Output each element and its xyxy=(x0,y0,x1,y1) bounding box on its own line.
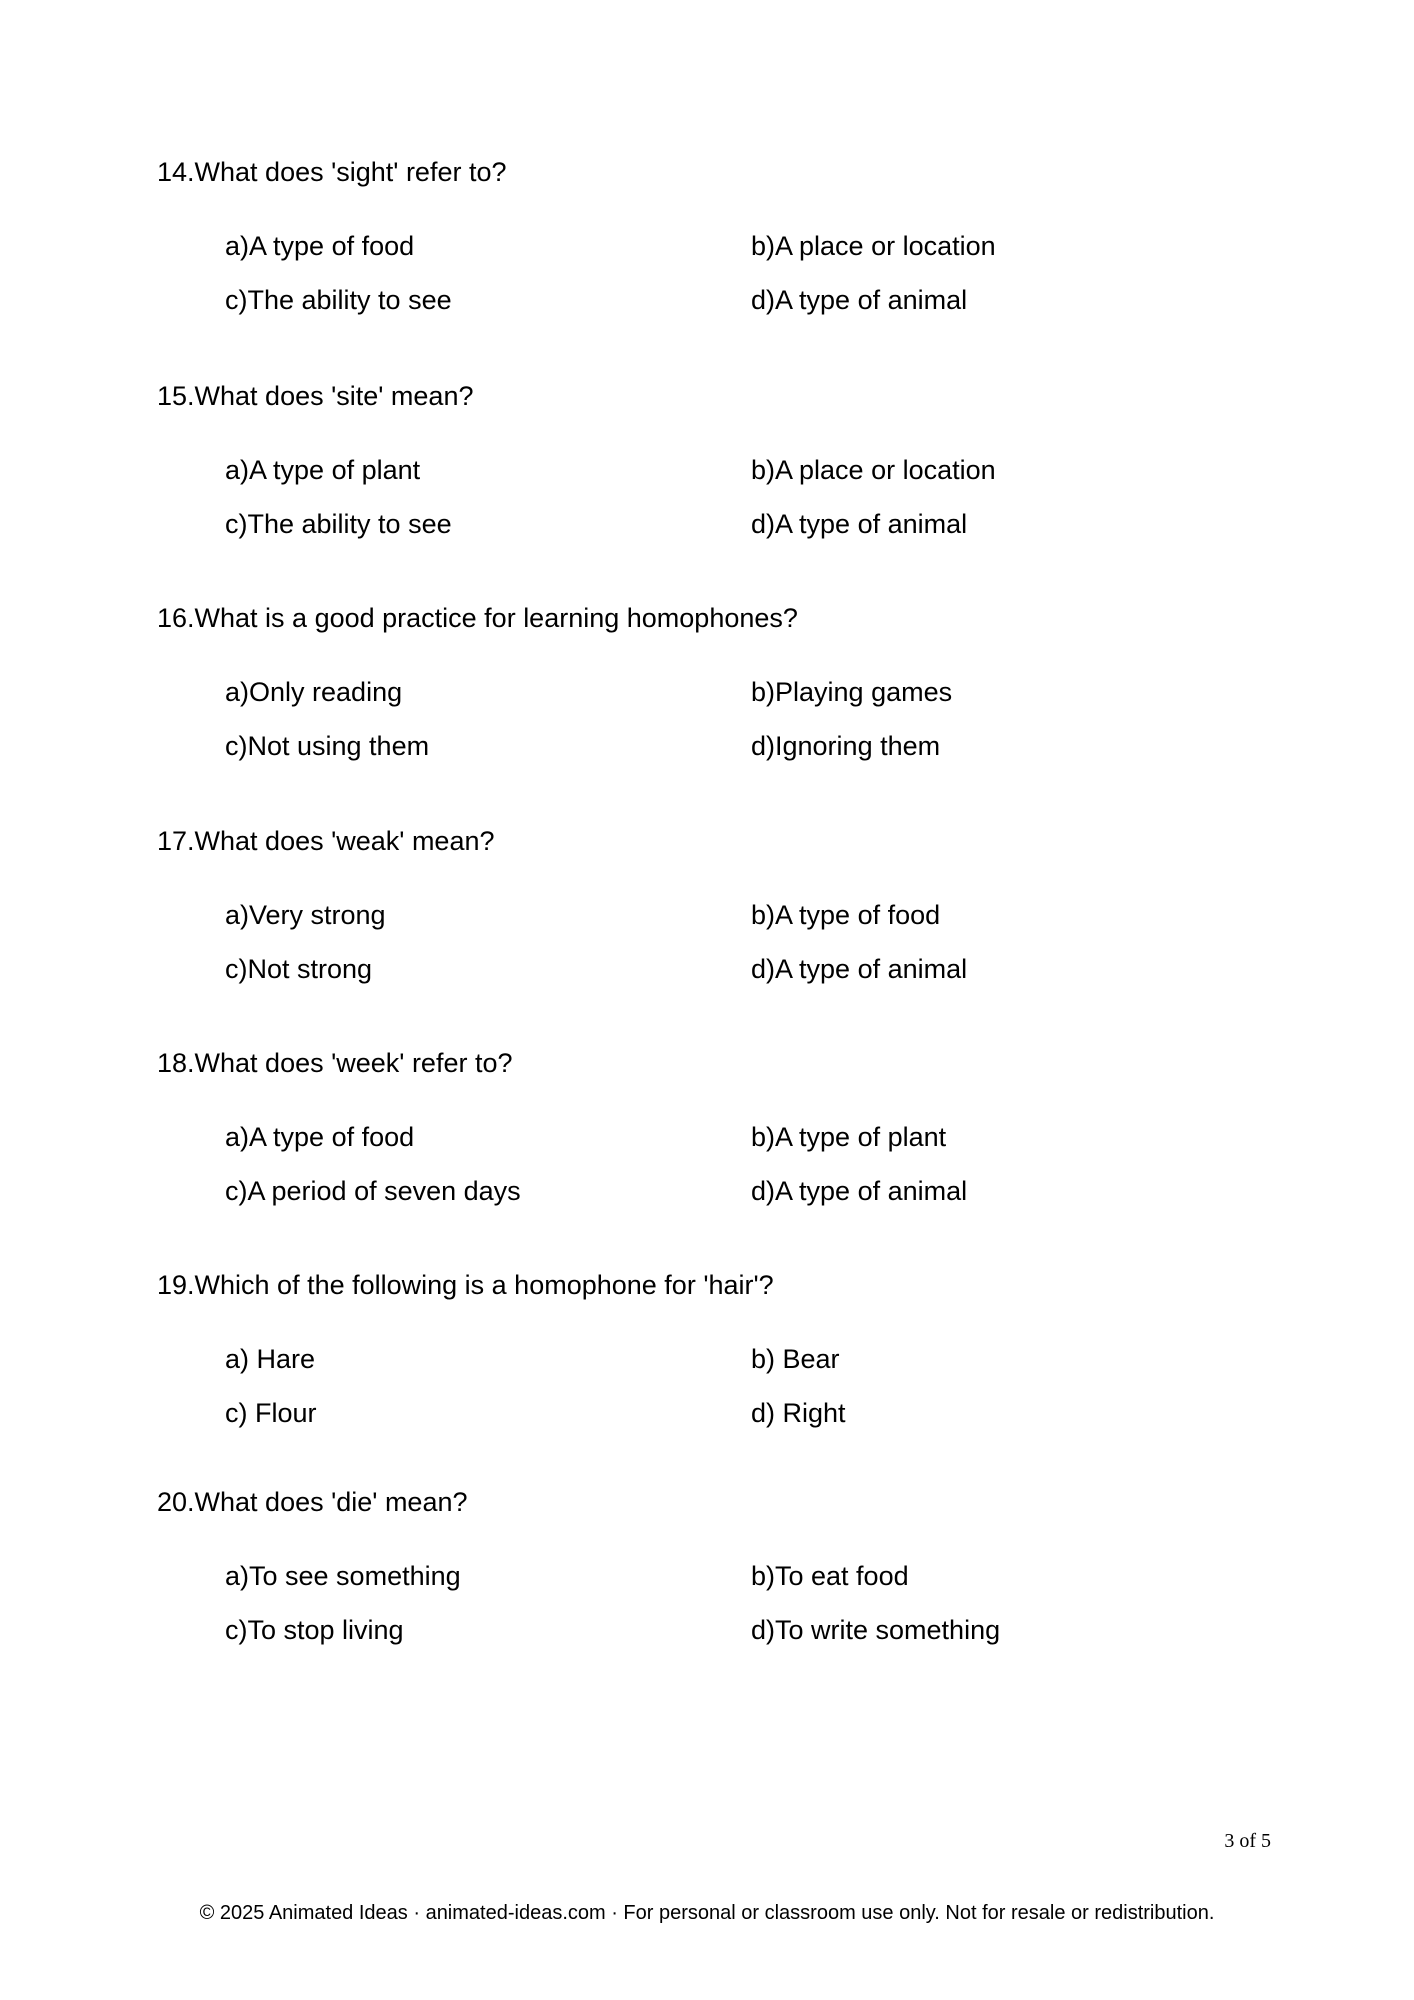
option-c: c)A period of seven days xyxy=(225,1176,521,1206)
question-18 xyxy=(0,1050,1414,1250)
option-a: a)A type of food xyxy=(225,1122,415,1152)
option-d: d)A type of animal xyxy=(751,285,968,315)
option-c: c)The ability to see xyxy=(225,285,452,315)
option-c: c)Not using them xyxy=(225,731,430,761)
page-number: 3 of 5 xyxy=(1224,1830,1271,1852)
option-c: c)The ability to see xyxy=(225,509,452,539)
option-b: b)A place or location xyxy=(751,455,996,485)
question-15 xyxy=(0,383,1414,583)
option-b: b)To eat food xyxy=(751,1561,909,1591)
option-a: a)Only reading xyxy=(225,677,403,707)
option-b: b)A place or location xyxy=(751,231,996,261)
option-d: d)A type of animal xyxy=(751,1176,968,1206)
option-d: d) Right xyxy=(751,1398,846,1428)
question-text: 15.What does 'site' mean? xyxy=(157,381,474,411)
option-a: a)A type of plant xyxy=(225,455,421,485)
option-a: a) Hare xyxy=(225,1344,316,1374)
question-16 xyxy=(0,605,1414,805)
option-d: d)To write something xyxy=(751,1615,1001,1645)
question-text: 18.What does 'week' refer to? xyxy=(157,1048,513,1078)
question-text: 17.What does 'weak' mean? xyxy=(157,826,495,856)
question-text: 20.What does 'die' mean? xyxy=(157,1487,468,1517)
question-19 xyxy=(0,1272,1414,1472)
question-text: 19.Which of the following is a homophone for 'hair'? xyxy=(157,1270,774,1300)
option-c: c) Flour xyxy=(225,1398,317,1428)
question-17 xyxy=(0,828,1414,1028)
option-c: c)Not strong xyxy=(225,954,373,984)
option-a: a)Very strong xyxy=(225,900,386,930)
option-a: a)To see something xyxy=(225,1561,461,1591)
option-c: c)To stop living xyxy=(225,1615,404,1645)
question-20 xyxy=(0,1489,1414,1689)
option-b: b)Playing games xyxy=(751,677,953,707)
question-14 xyxy=(0,159,1414,359)
footer-copyright: © 2025 Animated Ideas · animated-ideas.com · For personal or classroom use only. Not for resale or redistribution. xyxy=(199,1902,1215,1924)
option-b: b) Bear xyxy=(751,1344,840,1374)
option-d: d)Ignoring them xyxy=(751,731,941,761)
option-b: b)A type of plant xyxy=(751,1122,947,1152)
question-text: 14.What does 'sight' refer to? xyxy=(157,157,507,187)
option-a: a)A type of food xyxy=(225,231,415,261)
option-d: d)A type of animal xyxy=(751,954,968,984)
question-text: 16.What is a good practice for learning homophones? xyxy=(157,603,798,633)
option-b: b)A type of food xyxy=(751,900,941,930)
option-d: d)A type of animal xyxy=(751,509,968,539)
